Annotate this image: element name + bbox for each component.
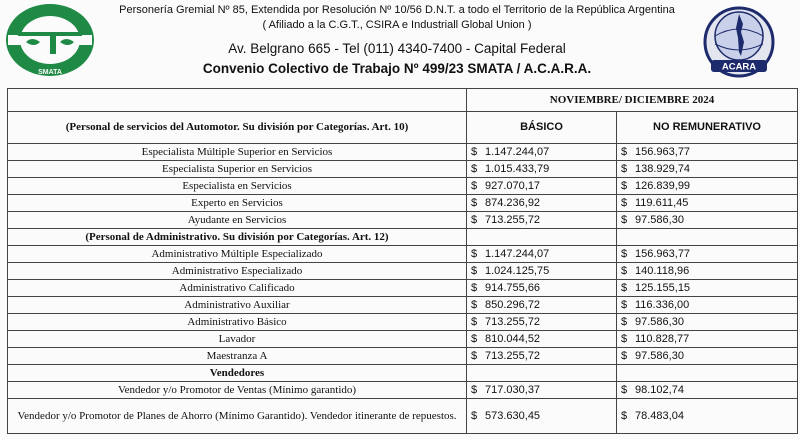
basic-amount: 927.070,17 [485, 179, 541, 192]
category-title: (Personal de servicios del Automotor. Su división por Categorías. Art. 10) [8, 112, 467, 144]
non-remunerative-amount-cell [617, 161, 798, 178]
currency-symbol: $ [471, 298, 478, 311]
basic-amount-cell [467, 297, 617, 314]
non-remunerative-amount: 110.828,77 [635, 332, 690, 345]
category-label: Ayudante en Servicios [8, 212, 467, 229]
column-header-basic: BÁSICO [467, 112, 617, 144]
basic-amount: 713.255,72 [485, 315, 541, 328]
table-row [8, 144, 798, 161]
currency-symbol: $ [471, 196, 478, 209]
basic-amount: 713.255,72 [485, 213, 541, 226]
non-remunerative-amount: 97.586,30 [635, 349, 684, 362]
currency-symbol: $ [471, 145, 478, 158]
basic-amount: 1.147.244,07 [485, 145, 550, 158]
section-row [8, 365, 798, 382]
table-row [8, 246, 798, 263]
currency-symbol: $ [621, 349, 628, 362]
basic-amount-cell [467, 314, 617, 331]
basic-amount-cell [467, 229, 617, 246]
currency-symbol: $ [471, 332, 478, 345]
table-row [8, 178, 798, 195]
category-label: Lavador [8, 331, 467, 348]
document-header [0, 0, 800, 84]
category-label: Vendedor y/o Promotor de Ventas (Mínimo garantido) [8, 382, 467, 399]
category-label: Vendedor y/o Promotor de Planes de Ahorro (Mínimo Garantido). Vendedor itinerante de repuestos. [8, 399, 467, 434]
non-remunerative-amount: 126.839,99 [635, 179, 691, 192]
header-line-convenio: Convenio Colectivo de Trabajo Nº 499/23 SMATA / A.C.A.R.A. [202, 61, 592, 76]
basic-amount-cell [467, 365, 617, 382]
currency-symbol: $ [471, 281, 478, 294]
currency-symbol: $ [621, 196, 628, 209]
non-remunerative-amount-cell [617, 195, 798, 212]
basic-amount-cell [467, 212, 617, 229]
currency-symbol: $ [621, 162, 628, 175]
non-remunerative-amount: 98.102,74 [635, 383, 684, 396]
header-line-personeria: Personería Gremial Nº 85, Extendida por Resolución Nº 10/56 D.N.T. a todo el Territorio de la República Argentina [119, 4, 675, 16]
currency-symbol: $ [471, 383, 478, 396]
non-remunerative-amount-cell [617, 144, 798, 161]
currency-symbol: $ [471, 409, 478, 422]
currency-symbol: $ [471, 349, 478, 362]
table-row [8, 297, 798, 314]
currency-symbol: $ [621, 315, 628, 328]
non-remunerative-amount: 125.155,15 [635, 281, 691, 294]
category-label: Experto en Servicios [8, 195, 467, 212]
acara-logo-text: ACARA [721, 61, 757, 73]
table-row [8, 161, 798, 178]
category-label: Especialista en Servicios [8, 178, 467, 195]
table-row [8, 314, 798, 331]
currency-symbol: $ [471, 162, 478, 175]
currency-symbol: $ [471, 315, 478, 328]
currency-symbol: $ [621, 247, 628, 260]
basic-amount-cell [467, 382, 617, 399]
section-label: (Personal de Administrativo. Su división por Categorías. Art. 12) [8, 229, 467, 246]
currency-symbol: $ [471, 264, 478, 277]
currency-symbol: $ [621, 145, 628, 158]
smata-logo [4, 2, 96, 78]
currency-symbol: $ [621, 298, 628, 311]
currency-symbol: $ [621, 383, 628, 396]
header-line-address: Av. Belgrano 665 - Tel (011) 4340-7400 - Capital Federal [228, 41, 566, 56]
currency-symbol: $ [471, 247, 478, 260]
category-label: Maestranza A [8, 348, 467, 365]
basic-amount-cell [467, 178, 617, 195]
section-row [8, 229, 798, 246]
table-row [8, 263, 798, 280]
currency-symbol: $ [621, 281, 628, 294]
currency-symbol: $ [471, 179, 478, 192]
basic-amount: 717.030,37 [485, 383, 541, 396]
currency-symbol: $ [621, 409, 628, 422]
basic-amount-cell [467, 263, 617, 280]
acara-logo [699, 6, 779, 82]
currency-symbol: $ [621, 264, 628, 277]
non-remunerative-amount-cell [617, 212, 798, 229]
category-label: Administrativo Calificado [8, 280, 467, 297]
currency-symbol: $ [471, 213, 478, 226]
category-label: Especialista Múltiple Superior en Servicios [8, 144, 467, 161]
basic-amount-cell [467, 195, 617, 212]
basic-amount-cell [467, 280, 617, 297]
non-remunerative-amount-cell [617, 178, 798, 195]
basic-amount: 874.236,92 [485, 196, 541, 209]
non-remunerative-amount-cell [617, 382, 798, 399]
non-remunerative-amount: 97.586,30 [635, 213, 684, 226]
basic-amount: 850.296,72 [485, 298, 541, 311]
basic-amount: 914.755,66 [485, 281, 541, 294]
basic-amount-cell [467, 348, 617, 365]
basic-amount-cell [467, 161, 617, 178]
non-remunerative-amount-cell [617, 314, 798, 331]
non-remunerative-amount: 156.963,77 [635, 145, 691, 158]
non-remunerative-amount: 156.963,77 [635, 247, 691, 260]
section-label: Vendedores [8, 365, 467, 382]
basic-amount: 573.630,45 [485, 409, 541, 422]
basic-amount-cell [467, 144, 617, 161]
period-row [8, 89, 798, 112]
currency-symbol: $ [621, 332, 628, 345]
basic-amount: 810.044,52 [485, 332, 541, 345]
period-label: NOVIEMBRE/ DICIEMBRE 2024 [467, 89, 798, 112]
basic-amount: 713.255,72 [485, 349, 541, 362]
basic-amount: 1.015.433,79 [485, 162, 550, 175]
non-remunerative-amount: 140.118,96 [635, 264, 690, 277]
non-remunerative-amount-cell [617, 365, 798, 382]
header-line-afiliado: ( Afiliado a la C.G.T., CSIRA e Industriall Global Union ) [262, 19, 532, 31]
basic-amount: 1.024.125,75 [485, 264, 550, 277]
non-remunerative-amount: 116.336,00 [635, 298, 690, 311]
column-header-non-remunerative: NO REMUNERATIVO [617, 112, 798, 144]
non-remunerative-amount-cell [617, 297, 798, 314]
table-row [8, 331, 798, 348]
table-row [8, 399, 798, 434]
non-remunerative-amount: 119.611,45 [635, 196, 689, 209]
basic-amount-cell [467, 246, 617, 263]
currency-symbol: $ [621, 179, 628, 192]
table-row [8, 280, 798, 297]
salary-table [7, 88, 798, 434]
non-remunerative-amount-cell [617, 399, 798, 434]
non-remunerative-amount-cell [617, 280, 798, 297]
category-label: Especialista Superior en Servicios [8, 161, 467, 178]
non-remunerative-amount-cell [617, 263, 798, 280]
basic-amount: 1.147.244,07 [485, 247, 550, 260]
category-label: Administrativo Especializado [8, 263, 467, 280]
basic-amount-cell [467, 399, 617, 434]
non-remunerative-amount: 78.483,04 [635, 409, 684, 422]
table-row [8, 212, 798, 229]
non-remunerative-amount-cell [617, 229, 798, 246]
basic-amount-cell [467, 331, 617, 348]
table-row [8, 382, 798, 399]
table-row [8, 348, 798, 365]
currency-symbol: $ [621, 213, 628, 226]
non-remunerative-amount-cell [617, 331, 798, 348]
non-remunerative-amount-cell [617, 348, 798, 365]
non-remunerative-amount: 138.929,74 [635, 162, 691, 175]
smata-logo-text: SMATA [38, 69, 62, 76]
table-row [8, 195, 798, 212]
non-remunerative-amount: 97.586,30 [635, 315, 684, 328]
category-label: Administrativo Múltiple Especializado [8, 246, 467, 263]
category-label: Administrativo Básico [8, 314, 467, 331]
category-label: Administrativo Auxiliar [8, 297, 467, 314]
column-header-row [8, 112, 798, 144]
non-remunerative-amount-cell [617, 246, 798, 263]
